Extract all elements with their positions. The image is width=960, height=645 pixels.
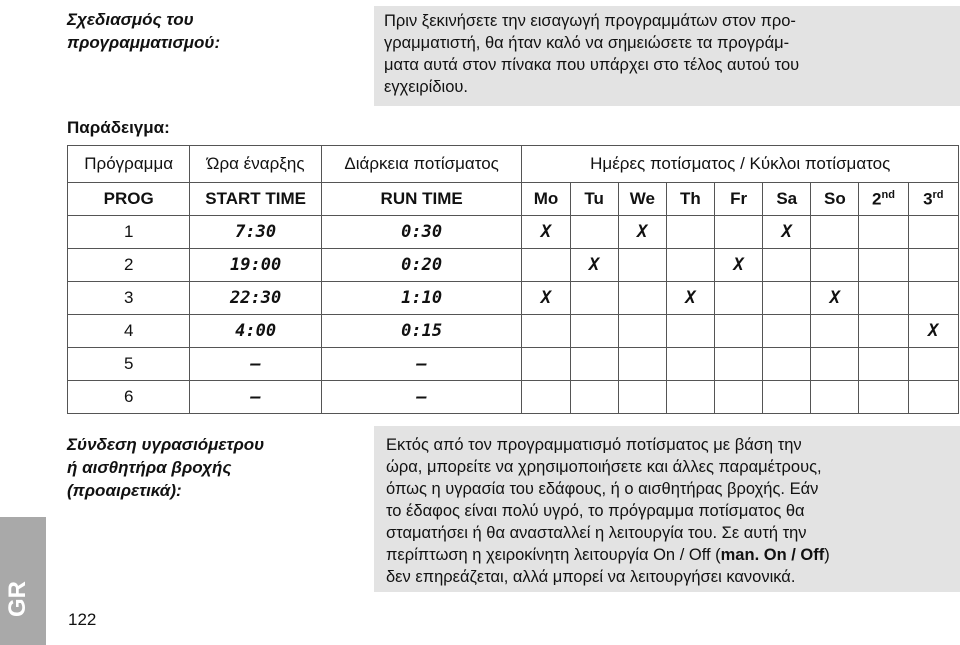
sensor-text-line: δεν επηρεάζεται, αλλά μπορεί να λειτουργήσει κανονικά. [386, 568, 796, 586]
manual-mode-label: man. On / Off [720, 546, 825, 564]
cell-day-mark [618, 348, 666, 381]
cell-day-mark [859, 282, 908, 315]
cell-day-mark [618, 249, 666, 282]
cell-day-mark [859, 348, 908, 381]
cell-day-mark [666, 216, 714, 249]
cell-day-mark [715, 381, 763, 414]
cell-day-mark [570, 315, 618, 348]
planning-label [67, 8, 220, 54]
cell-day-mark [908, 282, 958, 315]
cycle-2-suffix: nd [881, 188, 895, 201]
cell-prog: 5 [68, 348, 190, 381]
program-table [67, 145, 959, 414]
header-start: START TIME [190, 183, 321, 216]
cell-day-mark [570, 216, 618, 249]
sensor-text-line: όπως η υγρασία του εδάφους, ή ο αισθητήρας βροχής. Εάν [386, 480, 819, 498]
page-number: 122 [68, 610, 97, 629]
cell-day-mark: X [570, 249, 618, 282]
cell-day-mark [522, 315, 570, 348]
cell-run-time: 1:10 [321, 282, 522, 315]
cell-day-mark [666, 315, 714, 348]
sensor-label [67, 433, 264, 502]
cell-day-mark [522, 348, 570, 381]
header-days: Ημέρες ποτίσματος / Κύκλοι ποτίσματος [522, 146, 959, 183]
table-row [68, 282, 959, 315]
cell-start-time: 7:30 [190, 216, 321, 249]
cell-day-mark [763, 381, 811, 414]
cell-day-mark [570, 348, 618, 381]
header-day-we: We [618, 183, 666, 216]
cell-day-mark [522, 381, 570, 414]
example-label: Παράδειγμα: [67, 118, 170, 137]
sensor-text-line: ώρα, μπορείτε να χρησιμοποιήσετε και άλλες παραμέτρους, [386, 458, 822, 476]
table-header-row-english [68, 183, 959, 216]
header-day-so: So [811, 183, 859, 216]
sensor-text-line: το έδαφος είναι πολύ υγρό, το πρόγραμμα ποτίσματος θα [386, 502, 805, 520]
planning-text-line: ματα αυτά στον πίνακα που υπάρχει στο τέλος αυτού του [384, 56, 800, 74]
cell-day-mark [811, 348, 859, 381]
header-run: RUN TIME [321, 183, 522, 216]
cell-run-time: 0:15 [321, 315, 522, 348]
table-header-row-greek [68, 146, 959, 183]
planning-label-line: προγραμματισμού: [67, 33, 221, 52]
cell-day-mark [811, 216, 859, 249]
language-tab-label: GR [4, 581, 31, 617]
cell-day-mark [859, 315, 908, 348]
cell-prog: 2 [68, 249, 190, 282]
sensor-text-box [374, 426, 960, 592]
cell-day-mark [859, 381, 908, 414]
sensor-label-line: ή αισθητήρα βροχής [67, 458, 232, 477]
cell-start-time: 19:00 [190, 249, 321, 282]
header-start-time: Ώρα έναρξης [190, 146, 321, 183]
cell-day-mark [908, 381, 958, 414]
planning-text-line: εγχειρίδιου. [384, 78, 468, 96]
sensor-text-part: περίπτωση η χειροκίνητη λειτουργία On / Off ( [386, 546, 721, 564]
cell-day-mark [715, 282, 763, 315]
cell-day-mark [666, 249, 714, 282]
cell-start-time: – [190, 348, 321, 381]
planning-text-line: Πριν ξεκινήσετε την εισαγωγή προγραμμάτων στον προ- [384, 12, 796, 30]
cell-prog: 4 [68, 315, 190, 348]
cell-day-mark [811, 381, 859, 414]
cell-day-mark [666, 381, 714, 414]
header-day-tu: Tu [570, 183, 618, 216]
table-row [68, 216, 959, 249]
cell-day-mark [908, 249, 958, 282]
cycle-3-suffix: rd [932, 188, 944, 201]
cell-day-mark: X [908, 315, 958, 348]
cell-day-mark [908, 216, 958, 249]
sensor-label-line: (προαιρετικά): [67, 481, 182, 500]
cell-day-mark [763, 315, 811, 348]
cell-day-mark [522, 249, 570, 282]
cell-prog: 1 [68, 216, 190, 249]
cell-day-mark [763, 348, 811, 381]
header-run-time: Διάρκεια ποτίσματος [321, 146, 522, 183]
cell-day-mark [811, 315, 859, 348]
cell-day-mark [763, 282, 811, 315]
cell-run-time: 0:30 [321, 216, 522, 249]
cell-day-mark [908, 348, 958, 381]
header-day-fr: Fr [715, 183, 763, 216]
cell-run-time: 0:20 [321, 249, 522, 282]
planning-text-box [374, 6, 960, 106]
cell-start-time: 4:00 [190, 315, 321, 348]
program-rows [68, 216, 959, 414]
header-day-mo: Mo [522, 183, 570, 216]
cell-day-mark: X [618, 216, 666, 249]
sensor-label-line: Σύνδεση υγρασιόμετρου [67, 435, 265, 454]
header-program: Πρόγραμμα [68, 146, 190, 183]
cell-run-time: – [321, 381, 522, 414]
sensor-text-line: σταματήσει ή θα ανασταλλεί η λειτουργία του. Σε αυτή την [386, 524, 807, 542]
cell-day-mark [859, 249, 908, 282]
header-cycle-3 [908, 183, 958, 216]
cell-day-mark: X [811, 282, 859, 315]
cell-day-mark [618, 381, 666, 414]
cycle-3-number: 3 [923, 189, 933, 209]
header-cycle-2 [859, 183, 908, 216]
cell-run-time: – [321, 348, 522, 381]
cell-day-mark [715, 216, 763, 249]
cell-day-mark [763, 249, 811, 282]
cell-day-mark [715, 315, 763, 348]
cell-start-time: – [190, 381, 321, 414]
table-row [68, 315, 959, 348]
cell-prog: 3 [68, 282, 190, 315]
cell-day-mark [859, 216, 908, 249]
cell-day-mark [666, 348, 714, 381]
cell-day-mark [618, 282, 666, 315]
cell-start-time: 22:30 [190, 282, 321, 315]
sensor-text-part: ) [824, 546, 830, 564]
table-row [68, 348, 959, 381]
header-prog: PROG [68, 183, 190, 216]
cell-day-mark [618, 315, 666, 348]
cell-prog: 6 [68, 381, 190, 414]
cell-day-mark: X [715, 249, 763, 282]
cell-day-mark: X [522, 216, 570, 249]
cell-day-mark [570, 381, 618, 414]
cell-day-mark: X [666, 282, 714, 315]
header-day-th: Th [666, 183, 714, 216]
sensor-text-line [386, 544, 948, 566]
header-day-sa: Sa [763, 183, 811, 216]
planning-label-line: Σχεδιασμός του [67, 10, 194, 29]
cell-day-mark [811, 249, 859, 282]
planning-text-line: γραμματιστή, θα ήταν καλό να σημειώσετε τα προγράμ- [384, 34, 790, 52]
table-row [68, 249, 959, 282]
language-tab [0, 517, 46, 645]
cycle-2-number: 2 [872, 189, 882, 209]
cell-day-mark: X [522, 282, 570, 315]
cell-day-mark [715, 348, 763, 381]
cell-day-mark: X [763, 216, 811, 249]
table-row [68, 381, 959, 414]
cell-day-mark [570, 282, 618, 315]
sensor-text-line: Εκτός από τον προγραμματισμό ποτίσματος με βάση την [386, 436, 802, 454]
